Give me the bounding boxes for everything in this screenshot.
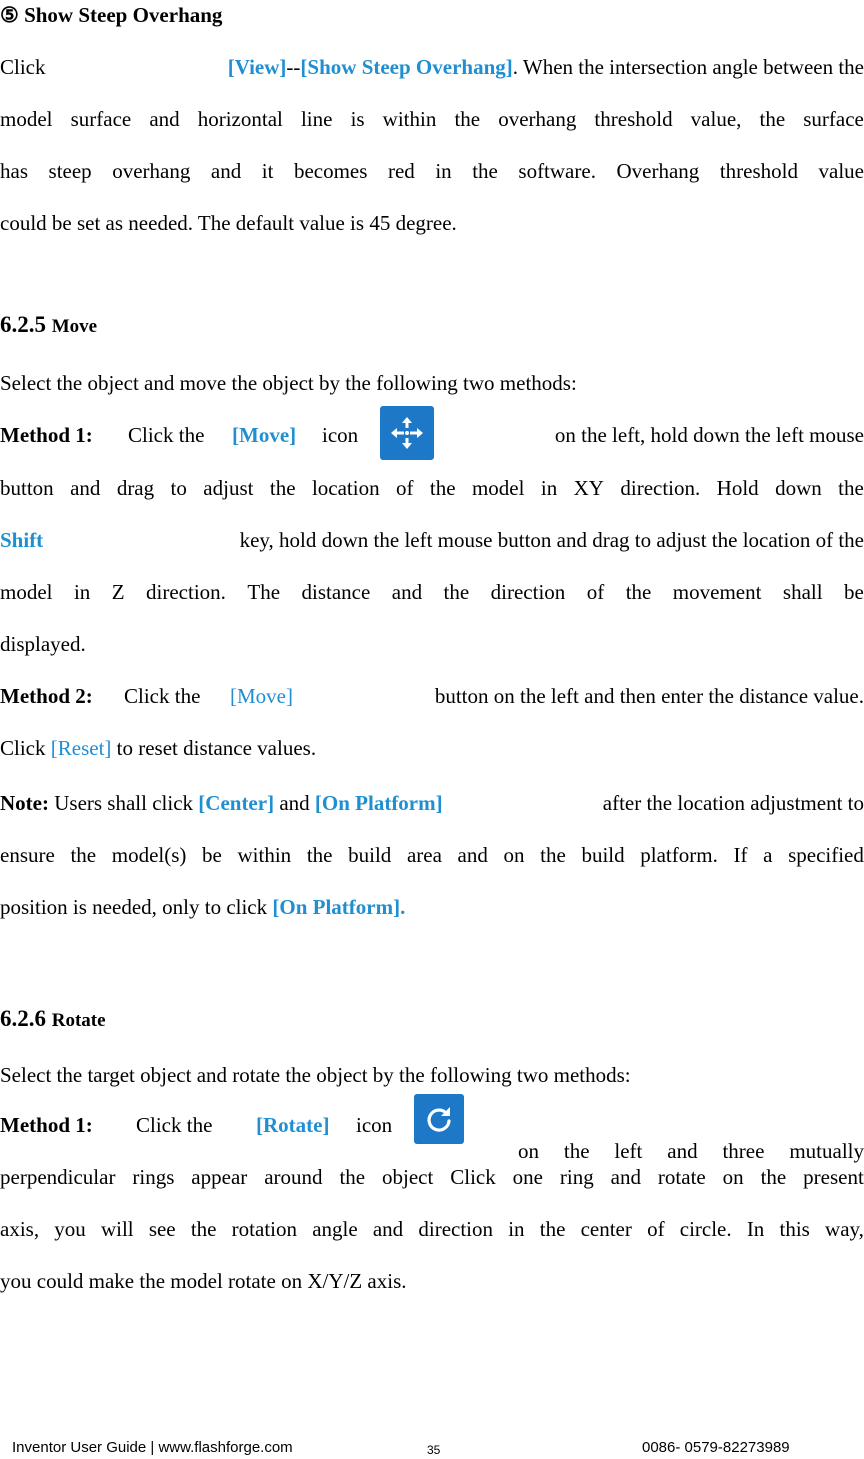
footer-phone: 0086- 0579-82273989 — [642, 1439, 790, 1456]
rotate-intro: Select the target object and rotate the object by the following two methods: — [0, 1063, 631, 1087]
page-number: 35 — [427, 1443, 441, 1457]
move-arrows-icon — [380, 406, 434, 460]
paragraph-line: you could make the model rotate on X/Y/Z axis. — [0, 1269, 407, 1293]
paragraph-line: Shift key, hold down the left mouse button and drag to adjust the location of the — [0, 528, 864, 552]
rotate-icon-glyph — [423, 1103, 455, 1135]
note-line: Note: Users shall click [Center] and [On Platform] after the location adjustment to — [0, 791, 864, 815]
move-arrows-icon-glyph — [389, 415, 425, 451]
rotate-method-1-line: Method 1: Click the [Rotate] icon on the left and three mutually — [0, 1113, 864, 1163]
paragraph-line: perpendicular rings appear around the object Click one ring and rotate on the present — [0, 1165, 864, 1189]
paragraph-line: model in Z direction. The distance and the direction of the movement shall be — [0, 580, 864, 604]
paragraph-line: axis, you will see the rotation angle and direction in the center of circle. In this way, — [0, 1217, 864, 1241]
paragraph-line: button and drag to adjust the location of the model in XY direction. Hold down the — [0, 476, 864, 500]
paragraph-line: model surface and horizontal line is within the overhang threshold value, the surface — [0, 107, 864, 131]
move-method-2-line: Method 2: Click the [Move] button on the left and then enter the distance value. — [0, 684, 864, 708]
heading-rotate: 6.2.6 Rotate — [0, 1006, 106, 1031]
paragraph-line: Click [View]--[Show Steep Overhang]. When the intersection angle between the — [0, 55, 864, 79]
rotate-icon — [414, 1094, 464, 1144]
paragraph-line: position is needed, only to click [On Platform]. — [0, 895, 406, 919]
heading-move: 6.2.5 Move — [0, 312, 98, 337]
paragraph-line: has steep overhang and it becomes red in the software. Overhang threshold value — [0, 159, 864, 183]
footer-guide-title: Inventor User Guide | www.flashforge.com — [12, 1439, 293, 1456]
paragraph-line: ensure the model(s) be within the build area and on the build platform. If a specified — [0, 843, 864, 867]
section-title-show-steep-overhang: ⑤ Show Steep Overhang — [0, 3, 223, 27]
paragraph-line: displayed. — [0, 632, 86, 656]
paragraph-line: Click [Reset] to reset distance values. — [0, 736, 317, 760]
move-intro: Select the object and move the object by the following two methods: — [0, 371, 577, 395]
paragraph-line: could be set as needed. The default value is 45 degree. — [0, 211, 457, 235]
